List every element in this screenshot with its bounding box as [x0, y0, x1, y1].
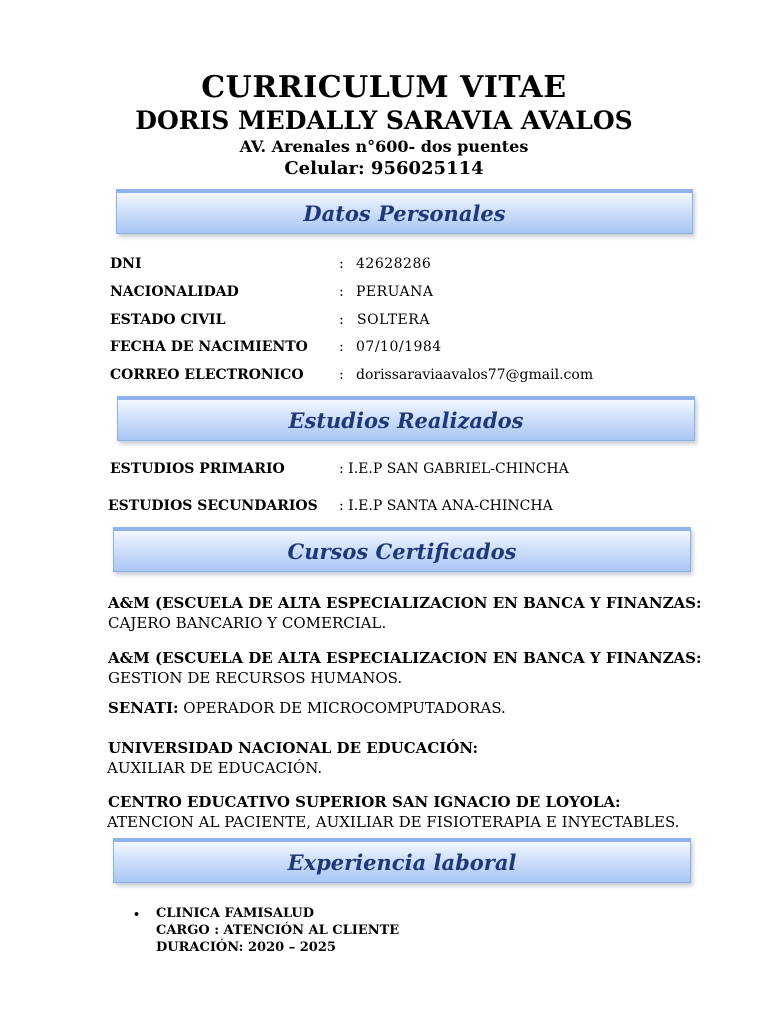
course-detail: OPERADOR DE MICROCOMPUTADORAS. [183, 699, 506, 717]
section-banner-courses [113, 527, 691, 572]
course-institution: A&M (ESCUELA DE ALTA ESPECIALIZACION EN BANCA Y FINANZAS: [108, 649, 702, 667]
course-detail: GESTION DE RECURSOS HUMANOS. [108, 669, 403, 687]
bullet-icon: • [133, 908, 141, 921]
personal-value: 07/10/1984 [356, 339, 442, 355]
personal-label: FECHA DE NACIMIENTO [110, 339, 308, 355]
personal-separator: : [339, 312, 344, 328]
personal-label: CORREO ELECTRONICO [110, 367, 304, 383]
course-item [108, 792, 679, 832]
course-institution: UNIVERSIDAD NACIONAL DE EDUCACIÓN: [108, 739, 479, 757]
course-item [108, 593, 702, 633]
course-institution: SENATI: [108, 699, 179, 717]
section-title-studies: Estudios Realizados [288, 407, 524, 433]
study-label: ESTUDIOS PRIMARIO [110, 461, 285, 477]
personal-label: ESTADO CIVIL [110, 312, 226, 328]
course-item [108, 738, 478, 778]
personal-row [110, 284, 434, 300]
study-row [108, 498, 553, 514]
personal-separator: : [339, 284, 344, 300]
address: AV. Arenales n°600- dos puentes [239, 137, 529, 156]
person-name: DORIS MEDALLY SARAVIA AVALOS [135, 106, 633, 135]
personal-label: NACIONALIDAD [110, 284, 239, 300]
course-institution: CENTRO EDUCATIVO SUPERIOR SAN IGNACIO DE LOYOLA: [108, 793, 621, 811]
personal-row [110, 367, 594, 383]
section-banner-personal [116, 189, 693, 234]
email-value: dorissaraviaavalos77@gmail.com [356, 367, 594, 383]
personal-separator: : [339, 256, 344, 272]
experience-company: CLINICA FAMISALUD [156, 906, 315, 921]
personal-row [110, 339, 442, 355]
section-banner-studies [117, 396, 695, 441]
study-value: : I.E.P SANTA ANA-CHINCHA [339, 498, 553, 514]
personal-separator: : [339, 367, 344, 383]
personal-label: DNI [110, 256, 142, 272]
section-title-personal: Datos Personales [303, 200, 506, 226]
personal-value: PERUANA [356, 284, 434, 300]
document-title: CURRICULUM VITAE [201, 70, 567, 105]
phone: Celular: 956025114 [284, 158, 484, 179]
study-value: : I.E.P SAN GABRIEL-CHINCHA [339, 461, 569, 477]
course-detail: CAJERO BANCARIO Y COMERCIAL. [108, 614, 387, 632]
course-item [108, 648, 702, 688]
study-row [110, 461, 569, 477]
section-banner-experience [113, 838, 691, 883]
course-item [108, 698, 506, 718]
course-institution: A&M (ESCUELA DE ALTA ESPECIALIZACION EN BANCA Y FINANZAS: [108, 594, 702, 612]
personal-row [110, 312, 430, 328]
personal-separator: : [339, 339, 344, 355]
section-title-courses: Cursos Certificados [287, 538, 517, 564]
section-title-experience: Experiencia laboral [287, 849, 517, 875]
study-label: ESTUDIOS SECUNDARIOS [108, 498, 318, 514]
personal-row [110, 256, 432, 272]
personal-value: 42628286 [356, 256, 432, 272]
experience-duration: DURACIÓN: 2020 – 2025 [156, 940, 336, 955]
course-detail: ATENCION AL PACIENTE, AUXILIAR DE FISIOTERAPIA E INYECTABLES. [107, 813, 680, 831]
course-detail: AUXILIAR DE EDUCACIÓN. [107, 759, 323, 777]
experience-role: CARGO : ATENCIÓN AL CLIENTE [156, 923, 400, 938]
personal-value: SOLTERA [357, 312, 430, 328]
